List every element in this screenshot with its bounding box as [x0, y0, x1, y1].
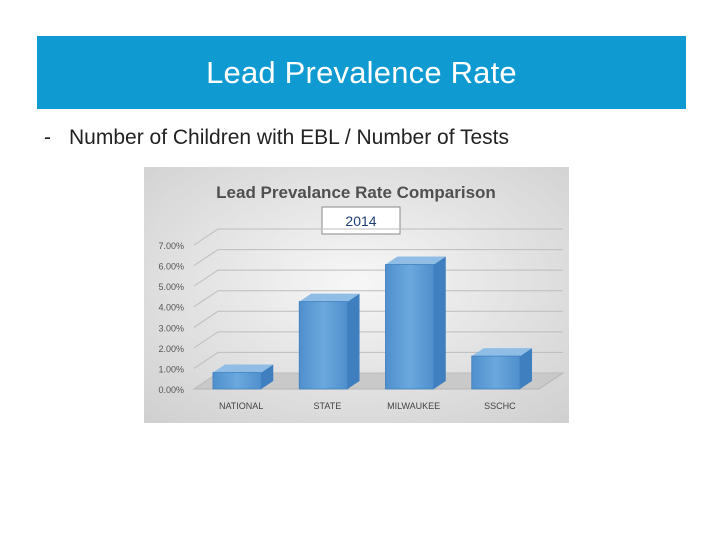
bar-side	[434, 257, 446, 389]
bar	[385, 257, 445, 389]
y-tick-label: 3.00%	[158, 323, 184, 334]
bar-chart	[144, 167, 569, 423]
y-tick-label: 1.00%	[158, 364, 184, 375]
x-tick-label: SSCHC	[484, 401, 516, 411]
slide-title: Lead Prevalence Rate	[206, 54, 517, 90]
bar	[472, 348, 532, 389]
y-tick-label: 2.00%	[158, 343, 184, 354]
y-tick-label: 0.00%	[158, 385, 184, 395]
chart-subtitle: 2014	[345, 213, 377, 229]
bar-front	[213, 373, 261, 389]
bullet-line	[44, 126, 509, 150]
bar-side	[348, 294, 360, 389]
x-tick-label: STATE	[313, 401, 342, 411]
bar	[299, 294, 359, 389]
bar-front	[385, 265, 433, 389]
bar-front	[299, 302, 347, 389]
chart-title: Lead Prevalance Rate Comparison	[216, 183, 496, 202]
y-tick-label: 5.00%	[158, 282, 184, 293]
title-bar	[37, 36, 686, 109]
y-tick-label: 7.00%	[158, 241, 184, 251]
y-tick-label: 6.00%	[158, 261, 184, 272]
bullet-text: Number of Children with EBL / Number of Tests	[69, 126, 510, 149]
bar-front	[472, 356, 520, 389]
bullet-dash: -	[44, 126, 51, 149]
bar	[213, 365, 273, 389]
chart-container	[144, 167, 569, 423]
x-tick-label: NATIONAL	[218, 401, 264, 411]
y-tick-label: 4.00%	[158, 302, 184, 313]
x-tick-label: MILWAUKEE	[387, 401, 441, 411]
